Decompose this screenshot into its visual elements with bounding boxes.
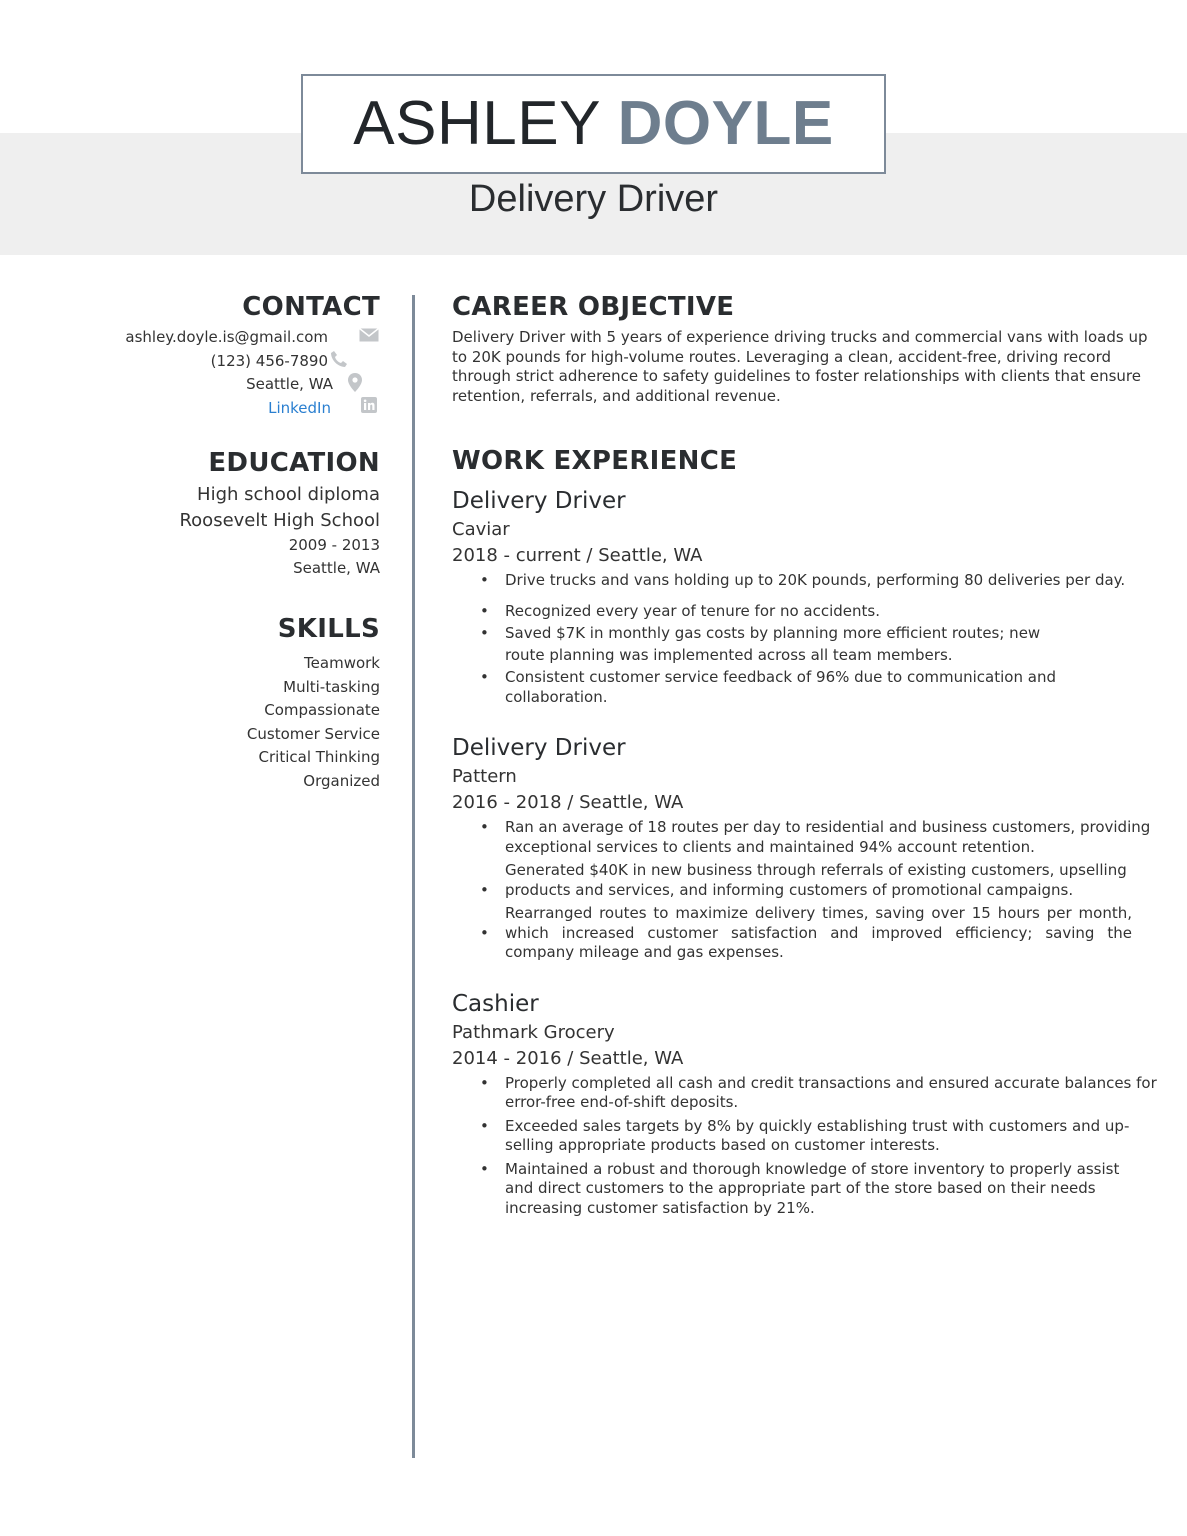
skills-heading: SKILLS: [277, 614, 380, 644]
bullet-text: Properly completed all cash and credit transactions and ensured accurate balances for error-free end-of-shift deposits.: [505, 1073, 1157, 1111]
bullet-text: Maintained a robust and thorough knowledge of store inventory to properly assist and direct customers to the appropriate part of the store based on their needs increasing customer satisfaction by 21%.: [505, 1159, 1120, 1217]
location-text: Seattle, WA: [246, 375, 333, 393]
education-section: [60, 448, 380, 580]
bullet-item: [452, 818, 1162, 857]
bullet-dot: •: [480, 601, 489, 620]
job-bullets: [452, 1074, 1162, 1219]
skills-section: [60, 614, 380, 793]
bullet-text: Consistent customer service feedback of 96% due to communication and collaboration.: [505, 668, 1056, 706]
bullet-text: Rearranged routes to maximize delivery times, saving over 15 hours per month, which increased customer satisfaction and improved efficiency; saving the company mileage and gas expenses.: [505, 904, 1132, 961]
bullet-dot: •: [480, 924, 489, 942]
objective-text: Delivery Driver with 5 years of experience driving trucks and commercial vans with loads up to 20K pounds for high-volume routes. Leveraging a clean, accident-free, driving record through strict adherence to safety guidelines to foster relationships with clients that ensure retention, referrals, and additional revenue.: [452, 328, 1148, 405]
candidate-name: [303, 76, 884, 172]
bullet-item: [452, 1074, 1162, 1113]
last-name: DOYLE: [617, 89, 834, 158]
objective-heading: CAREER OBJECTIVE: [452, 292, 735, 322]
bullet-text: Recognized every year of tenure for no accidents.: [505, 601, 880, 620]
linkedin-icon: [358, 397, 380, 421]
job-dates: 2014 - 2016 / Seattle, WA: [452, 1047, 684, 1069]
job-company: Pathmark Grocery: [452, 1021, 615, 1043]
job-bullets: [452, 818, 1162, 963]
bullet-dot: •: [480, 1116, 489, 1135]
job-company: Caviar: [452, 519, 510, 540]
bullet-text: Drive trucks and vans holding up to 20K pounds, performing 80 deliveries per day.: [505, 571, 1126, 589]
bullet-item: [452, 668, 1162, 707]
job-dates: 2018 - current / Seattle, WA: [452, 545, 703, 566]
bullet-item: [452, 602, 1162, 622]
bullet-dot: •: [480, 1159, 489, 1178]
bullet-item: [452, 571, 1162, 591]
contact-heading: CONTACT: [242, 292, 380, 322]
job-title: Delivery Driver: [468, 178, 719, 220]
left-column: [60, 292, 380, 793]
job-bullets: [452, 571, 1162, 707]
skill-item: Organized: [303, 771, 380, 790]
job-dates: 2016 - 2018 / Seattle, WA: [452, 792, 684, 813]
bullet-text: Ran an average of 18 routes per day to residential and business customers, providing exceptional services to clients and maintained 94% account retention.: [505, 818, 1151, 856]
envelope-icon: [358, 326, 380, 350]
job-company: Pattern: [452, 766, 517, 787]
bullet-text: Exceeded sales targets by 8% by quickly establishing trust with customers and up-selling appropriate products based on customer interests.: [505, 1116, 1130, 1154]
contact-location: [60, 373, 380, 397]
bullet-dot: •: [480, 668, 489, 686]
work-experience-heading: WORK EXPERIENCE: [452, 446, 738, 476]
contact-email: [60, 326, 380, 350]
job-role: Delivery Driver: [452, 488, 626, 514]
bullet-item: [452, 1117, 1162, 1156]
education-heading: EDUCATION: [208, 448, 380, 478]
bullet-dot: •: [480, 881, 489, 899]
skill-item: Teamwork: [304, 654, 380, 672]
phone-text[interactable]: (123) 456-7890: [210, 351, 328, 370]
bullet-text: Generated $40K in new business through referrals of existing customers, upselling products and services, and informing customers of promotional campaigns.: [505, 861, 1127, 899]
right-column: [452, 292, 1162, 1222]
job-role: Cashier: [452, 990, 539, 1017]
contact-phone: [60, 350, 380, 374]
skill-item: Critical Thinking: [258, 748, 380, 766]
contact-linkedin: [60, 397, 380, 421]
skill-item: Customer Service: [246, 724, 380, 743]
bullet-dot: •: [480, 1073, 489, 1092]
bullet-dot: •: [480, 624, 489, 642]
bullet-dot: •: [480, 818, 489, 836]
linkedin-link[interactable]: LinkedIn: [268, 398, 331, 417]
bullet-dot: •: [480, 571, 489, 589]
column-divider: [412, 295, 415, 1458]
bullet-item: [452, 622, 1162, 666]
bullet-item: [452, 904, 1162, 963]
bullet-item: [452, 861, 1162, 900]
job-entry: [452, 733, 1162, 963]
education-location: Seattle, WA: [293, 559, 380, 577]
skill-item: Compassionate: [264, 701, 380, 719]
job-role: Delivery Driver: [452, 735, 626, 761]
job-entry: [452, 989, 1162, 1219]
bullet-text: Saved $7K in monthly gas costs by planning more efficient routes; new route planning was implemented across all team members.: [505, 624, 1041, 664]
skill-item: Multi-tasking: [283, 677, 380, 696]
email-text[interactable]: ashley.doyle.is@gmail.com: [125, 328, 328, 346]
education-school: Roosevelt High School: [179, 510, 380, 531]
name-box: [301, 74, 886, 174]
education-degree: High school diploma: [197, 484, 380, 505]
bullet-item: [452, 1160, 1162, 1219]
phone-icon: [328, 350, 350, 376]
first-name: ASHLEY: [353, 89, 600, 158]
job-entry: [452, 486, 1162, 707]
education-years: 2009 - 2013: [288, 536, 380, 554]
